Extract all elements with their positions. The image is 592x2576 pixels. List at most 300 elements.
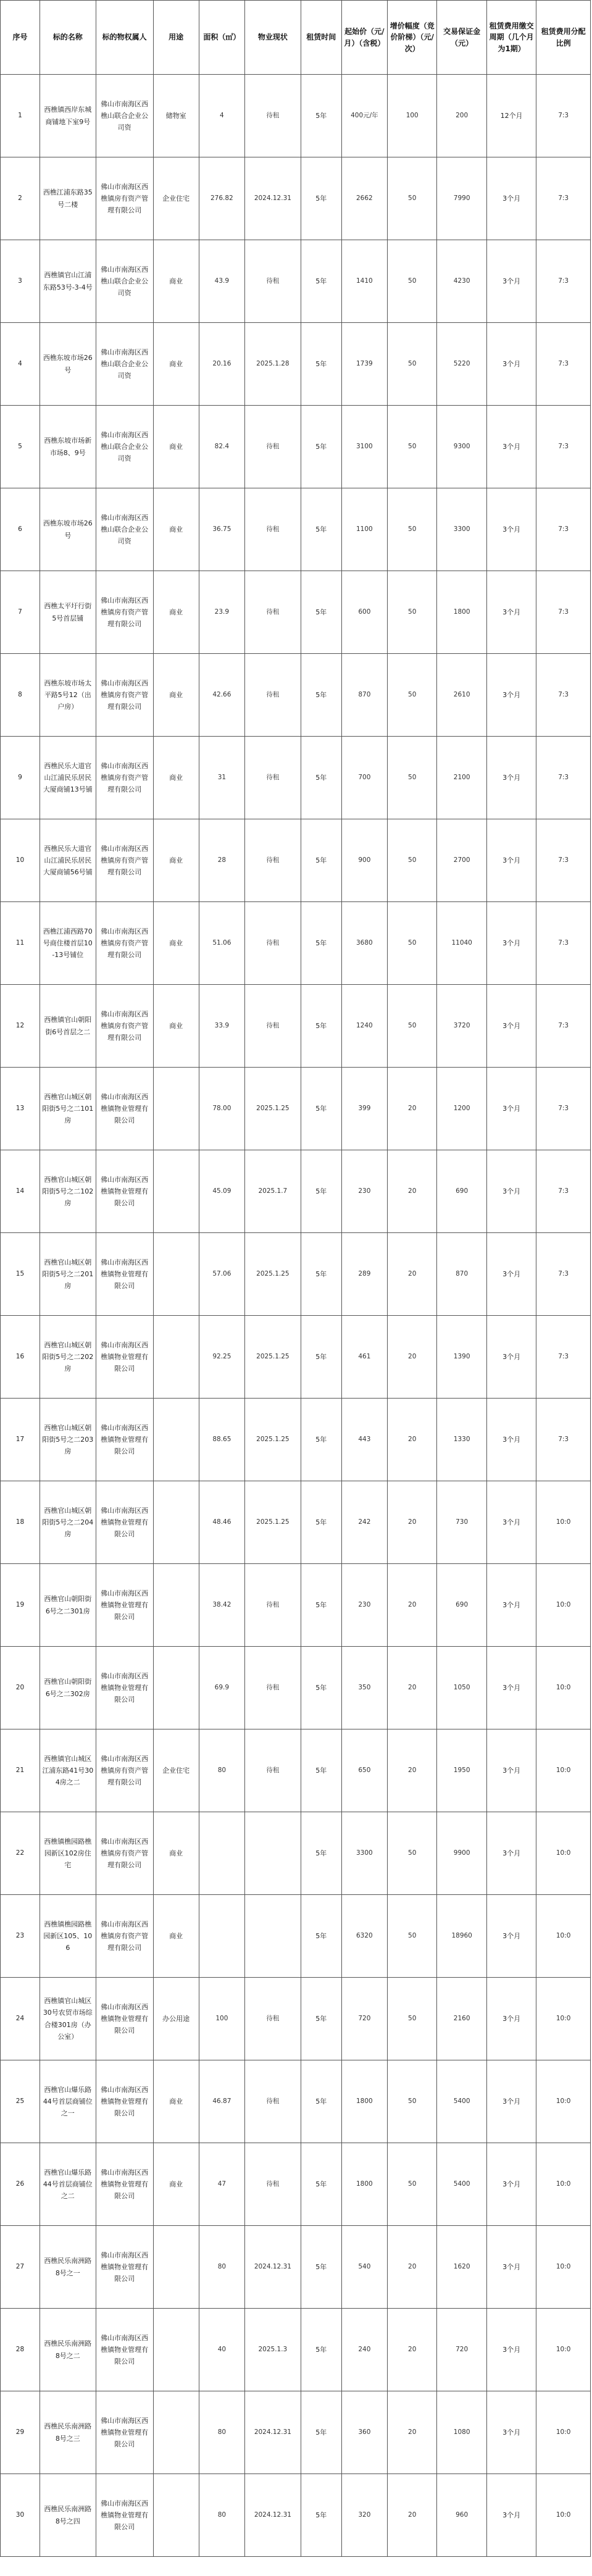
row-term: 5年 bbox=[301, 2474, 341, 2557]
table-row bbox=[1, 323, 591, 406]
row-usage: 企业住宅 bbox=[153, 1729, 199, 1812]
row-payment-cycle: 3个月 bbox=[486, 1647, 536, 1729]
table-row bbox=[1, 488, 591, 571]
row-area: 92.25 bbox=[199, 1316, 244, 1399]
row-start-price: 400元/年 bbox=[341, 75, 387, 157]
row-owner: 佛山市南海区西樵镇房有资产管理有限公司 bbox=[96, 1729, 153, 1812]
row-usage: 办公用途 bbox=[153, 1978, 199, 2060]
row-usage bbox=[153, 1233, 199, 1316]
row-usage: 商业 bbox=[153, 819, 199, 902]
row-increment: 50 bbox=[388, 488, 437, 571]
row-start-price: 242 bbox=[341, 1481, 387, 1564]
row-payment-cycle: 3个月 bbox=[486, 902, 536, 985]
row-deposit: 4230 bbox=[437, 240, 486, 323]
row-increment: 20 bbox=[388, 1068, 437, 1150]
row-increment: 20 bbox=[388, 2309, 437, 2391]
row-area: 31 bbox=[199, 737, 244, 819]
row-index: 26 bbox=[1, 2143, 40, 2226]
row-name: 西樵官山城区朝阳街5号之二201房 bbox=[40, 1233, 96, 1316]
table-row bbox=[1, 1729, 591, 1812]
table-row bbox=[1, 1233, 591, 1316]
row-term: 5年 bbox=[301, 2060, 341, 2143]
row-term: 5年 bbox=[301, 1233, 341, 1316]
header-index: 序号 bbox=[1, 1, 40, 75]
row-owner: 佛山市南海区西樵镇房有资产管理有限公司 bbox=[96, 1812, 153, 1895]
row-name: 西樵东坡市场太平路5号12（出户房） bbox=[40, 654, 96, 737]
row-usage: 商业 bbox=[153, 737, 199, 819]
row-start-price: 2662 bbox=[341, 157, 387, 240]
row-split-ratio: 10:0 bbox=[536, 1564, 591, 1647]
row-name: 西樵镇官山城区江浦东路41号304房之二 bbox=[40, 1729, 96, 1812]
header-term: 租赁时间 bbox=[301, 1, 341, 75]
row-usage bbox=[153, 1316, 199, 1399]
row-index: 23 bbox=[1, 1895, 40, 1978]
row-area: 47 bbox=[199, 2143, 244, 2226]
row-increment: 50 bbox=[388, 571, 437, 654]
row-area: 43.9 bbox=[199, 240, 244, 323]
row-usage bbox=[153, 2309, 199, 2391]
row-area: 80 bbox=[199, 2474, 244, 2557]
row-name: 西樵东坡市场26号 bbox=[40, 488, 96, 571]
row-split-ratio: 7:3 bbox=[536, 406, 591, 488]
row-deposit: 1330 bbox=[437, 1399, 486, 1481]
row-split-ratio: 7:3 bbox=[536, 323, 591, 406]
row-start-price: 230 bbox=[341, 1150, 387, 1233]
row-index: 24 bbox=[1, 1978, 40, 2060]
row-start-price: 399 bbox=[341, 1068, 387, 1150]
row-status: 2025.1.3 bbox=[245, 2309, 301, 2391]
row-area: 40 bbox=[199, 2309, 244, 2391]
row-deposit: 9300 bbox=[437, 406, 486, 488]
row-term: 5年 bbox=[301, 323, 341, 406]
row-status: 待租 bbox=[245, 819, 301, 902]
row-payment-cycle: 3个月 bbox=[486, 240, 536, 323]
row-split-ratio: 7:3 bbox=[536, 654, 591, 737]
row-term: 5年 bbox=[301, 2309, 341, 2391]
row-start-price: 900 bbox=[341, 819, 387, 902]
row-name: 西樵官山城区朝阳街5号之二204房 bbox=[40, 1481, 96, 1564]
row-owner: 佛山市南海区西樵镇房有资产管理有限公司 bbox=[96, 654, 153, 737]
row-index: 28 bbox=[1, 2309, 40, 2391]
row-payment-cycle: 3个月 bbox=[486, 1068, 536, 1150]
row-start-price: 360 bbox=[341, 2391, 387, 2474]
row-index: 19 bbox=[1, 1564, 40, 1647]
header-owner: 标的物权属人 bbox=[96, 1, 153, 75]
row-area: 57.06 bbox=[199, 1233, 244, 1316]
row-payment-cycle: 3个月 bbox=[486, 2309, 536, 2391]
row-status: 2025.1.25 bbox=[245, 1399, 301, 1481]
header-usage: 用途 bbox=[153, 1, 199, 75]
row-name: 西樵民乐南洲路8号之二 bbox=[40, 2309, 96, 2391]
header-start-price: 起始价（元/月）（含税） bbox=[341, 1, 387, 75]
header-split-ratio: 租赁费用分配比例 bbox=[536, 1, 591, 75]
row-split-ratio: 10:0 bbox=[536, 1812, 591, 1895]
row-increment: 50 bbox=[388, 1895, 437, 1978]
row-deposit: 1950 bbox=[437, 1729, 486, 1812]
row-owner: 佛山市南海区西樵镇物业管理有限公司 bbox=[96, 2474, 153, 2557]
row-increment: 50 bbox=[388, 819, 437, 902]
row-deposit: 3720 bbox=[437, 985, 486, 1068]
table-row bbox=[1, 240, 591, 323]
row-index: 16 bbox=[1, 1316, 40, 1399]
row-owner: 佛山市南海区西樵镇物业管理有限公司 bbox=[96, 2309, 153, 2391]
table-row bbox=[1, 1647, 591, 1729]
row-deposit: 1080 bbox=[437, 2391, 486, 2474]
row-start-price: 3100 bbox=[341, 406, 387, 488]
row-deposit: 2160 bbox=[437, 1978, 486, 2060]
row-start-price: 230 bbox=[341, 1564, 387, 1647]
row-deposit: 200 bbox=[437, 75, 486, 157]
table-row bbox=[1, 819, 591, 902]
row-name: 西樵镇西岸东城商铺地下室9号 bbox=[40, 75, 96, 157]
row-term: 5年 bbox=[301, 1068, 341, 1150]
row-owner: 佛山市南海区西樵镇物业管理有限公司 bbox=[96, 1564, 153, 1647]
table-row bbox=[1, 2226, 591, 2309]
row-split-ratio: 7:3 bbox=[536, 157, 591, 240]
row-term: 5年 bbox=[301, 571, 341, 654]
row-index: 5 bbox=[1, 406, 40, 488]
row-term: 5年 bbox=[301, 1812, 341, 1895]
row-increment: 20 bbox=[388, 1316, 437, 1399]
row-area: 80 bbox=[199, 2391, 244, 2474]
row-term: 5年 bbox=[301, 1399, 341, 1481]
row-increment: 20 bbox=[388, 1481, 437, 1564]
row-payment-cycle: 3个月 bbox=[486, 2474, 536, 2557]
row-payment-cycle: 3个月 bbox=[486, 2391, 536, 2474]
row-status: 待租 bbox=[245, 1564, 301, 1647]
row-area: 69.9 bbox=[199, 1647, 244, 1729]
row-usage bbox=[153, 1399, 199, 1481]
row-name: 西樵官山城区朝阳街5号之二102房 bbox=[40, 1150, 96, 1233]
row-owner: 佛山市南海区西樵镇物业管理有限公司 bbox=[96, 2391, 153, 2474]
row-payment-cycle: 3个月 bbox=[486, 1978, 536, 2060]
row-payment-cycle: 3个月 bbox=[486, 1729, 536, 1812]
row-status: 2024.12.31 bbox=[245, 157, 301, 240]
row-term: 5年 bbox=[301, 2391, 341, 2474]
row-index: 11 bbox=[1, 902, 40, 985]
row-deposit: 1200 bbox=[437, 1068, 486, 1150]
row-increment: 50 bbox=[388, 1812, 437, 1895]
row-increment: 100 bbox=[388, 75, 437, 157]
row-status: 待租 bbox=[245, 240, 301, 323]
row-term: 5年 bbox=[301, 1316, 341, 1399]
row-term: 5年 bbox=[301, 1895, 341, 1978]
row-usage bbox=[153, 2474, 199, 2557]
row-split-ratio: 7:3 bbox=[536, 1399, 591, 1481]
row-area: 78.00 bbox=[199, 1068, 244, 1150]
row-name: 西樵江浦西路70号商住楼首层10-13号铺位 bbox=[40, 902, 96, 985]
table-row bbox=[1, 75, 591, 157]
table-row bbox=[1, 1481, 591, 1564]
table-body bbox=[1, 75, 591, 2557]
row-owner: 佛山市南海区西樵山联合企业公司资 bbox=[96, 406, 153, 488]
row-term: 5年 bbox=[301, 240, 341, 323]
row-split-ratio: 7:3 bbox=[536, 902, 591, 985]
row-increment: 50 bbox=[388, 985, 437, 1068]
row-status: 待租 bbox=[245, 75, 301, 157]
row-name: 西樵民乐大道官山江浦民乐居民大厦商铺13号铺 bbox=[40, 737, 96, 819]
row-owner: 佛山市南海区西樵镇房有资产管理有限公司 bbox=[96, 819, 153, 902]
row-name: 西樵官山朝阳街6号之二301房 bbox=[40, 1564, 96, 1647]
row-start-price: 461 bbox=[341, 1316, 387, 1399]
row-owner: 佛山市南海区西樵镇房有资产管理有限公司 bbox=[96, 737, 153, 819]
row-area: 42.66 bbox=[199, 654, 244, 737]
table-row bbox=[1, 985, 591, 1068]
row-term: 5年 bbox=[301, 2226, 341, 2309]
row-start-price: 320 bbox=[341, 2474, 387, 2557]
table-row bbox=[1, 1895, 591, 1978]
row-owner: 佛山市南海区西樵镇物业管理有限公司 bbox=[96, 2060, 153, 2143]
row-status: 待租 bbox=[245, 1729, 301, 1812]
row-name: 西樵民乐大道官山江浦民乐居民大厦商铺56号铺 bbox=[40, 819, 96, 902]
row-owner: 佛山市南海区西樵镇物业管理有限公司 bbox=[96, 2143, 153, 2226]
row-status: 2025.1.28 bbox=[245, 323, 301, 406]
row-increment: 50 bbox=[388, 902, 437, 985]
row-name: 西樵镇樵园路樵园新区102房住宅 bbox=[40, 1812, 96, 1895]
row-owner: 佛山市南海区西樵镇房有资产管理有限公司 bbox=[96, 157, 153, 240]
row-split-ratio: 10:0 bbox=[536, 1481, 591, 1564]
row-index: 4 bbox=[1, 323, 40, 406]
row-owner: 佛山市南海区西樵镇房有资产管理有限公司 bbox=[96, 985, 153, 1068]
row-payment-cycle: 3个月 bbox=[486, 2226, 536, 2309]
row-start-price: 600 bbox=[341, 571, 387, 654]
row-index: 8 bbox=[1, 654, 40, 737]
row-term: 5年 bbox=[301, 1481, 341, 1564]
row-name: 西樵太平圩行街5号首层铺 bbox=[40, 571, 96, 654]
row-start-price: 1800 bbox=[341, 2060, 387, 2143]
row-increment: 50 bbox=[388, 2143, 437, 2226]
row-name: 西樵官山爆乐路44号首层商铺位之二 bbox=[40, 2143, 96, 2226]
row-index: 22 bbox=[1, 1812, 40, 1895]
row-usage bbox=[153, 1564, 199, 1647]
row-owner: 佛山市南海区西樵镇物业管理有限公司 bbox=[96, 2226, 153, 2309]
row-payment-cycle: 3个月 bbox=[486, 323, 536, 406]
row-index: 3 bbox=[1, 240, 40, 323]
table-row bbox=[1, 737, 591, 819]
row-increment: 50 bbox=[388, 406, 437, 488]
row-name: 西樵民乐南洲路8号之三 bbox=[40, 2391, 96, 2474]
row-start-price: 1410 bbox=[341, 240, 387, 323]
row-split-ratio: 7:3 bbox=[536, 819, 591, 902]
row-area: 33.9 bbox=[199, 985, 244, 1068]
row-start-price: 650 bbox=[341, 1729, 387, 1812]
row-area bbox=[199, 1812, 244, 1895]
row-area: 48.46 bbox=[199, 1481, 244, 1564]
row-split-ratio: 10:0 bbox=[536, 1978, 591, 2060]
row-deposit: 2610 bbox=[437, 654, 486, 737]
row-increment: 20 bbox=[388, 2226, 437, 2309]
row-start-price: 1800 bbox=[341, 2143, 387, 2226]
row-name: 西樵官山城区朝阳街5号之二202房 bbox=[40, 1316, 96, 1399]
row-payment-cycle: 3个月 bbox=[486, 819, 536, 902]
row-usage: 商业 bbox=[153, 2060, 199, 2143]
table-row bbox=[1, 1564, 591, 1647]
row-payment-cycle: 3个月 bbox=[486, 985, 536, 1068]
row-index: 9 bbox=[1, 737, 40, 819]
row-payment-cycle: 3个月 bbox=[486, 1812, 536, 1895]
row-name: 西樵镇官山城区30号农贸市场综合楼301房（办公室） bbox=[40, 1978, 96, 2060]
row-owner: 佛山市南海区西樵山联合企业公司资 bbox=[96, 488, 153, 571]
row-status bbox=[245, 1895, 301, 1978]
row-deposit: 5220 bbox=[437, 323, 486, 406]
row-payment-cycle: 12个月 bbox=[486, 75, 536, 157]
row-index: 21 bbox=[1, 1729, 40, 1812]
row-index: 12 bbox=[1, 985, 40, 1068]
table-row bbox=[1, 1316, 591, 1399]
row-increment: 50 bbox=[388, 1978, 437, 2060]
row-owner: 佛山市南海区西樵镇房有资产管理有限公司 bbox=[96, 571, 153, 654]
row-area: 4 bbox=[199, 75, 244, 157]
row-increment: 20 bbox=[388, 1564, 437, 1647]
row-usage: 商业 bbox=[153, 488, 199, 571]
row-owner: 佛山市南海区西樵镇物业管理有限公司 bbox=[96, 1316, 153, 1399]
row-status: 待租 bbox=[245, 1647, 301, 1729]
row-owner: 佛山市南海区西樵镇物业管理有限公司 bbox=[96, 1150, 153, 1233]
row-split-ratio: 7:3 bbox=[536, 75, 591, 157]
row-area: 38.42 bbox=[199, 1564, 244, 1647]
row-term: 5年 bbox=[301, 75, 341, 157]
table-row bbox=[1, 2060, 591, 2143]
row-status: 待租 bbox=[245, 902, 301, 985]
row-payment-cycle: 3个月 bbox=[486, 406, 536, 488]
row-start-price: 3300 bbox=[341, 1812, 387, 1895]
row-owner: 佛山市南海区西樵山联合企业公司资 bbox=[96, 240, 153, 323]
row-usage: 商业 bbox=[153, 654, 199, 737]
row-payment-cycle: 3个月 bbox=[486, 654, 536, 737]
row-area: 80 bbox=[199, 2226, 244, 2309]
row-payment-cycle: 3个月 bbox=[486, 157, 536, 240]
row-term: 5年 bbox=[301, 1564, 341, 1647]
row-deposit: 1800 bbox=[437, 571, 486, 654]
row-usage bbox=[153, 1647, 199, 1729]
row-deposit: 1390 bbox=[437, 1316, 486, 1399]
row-usage bbox=[153, 1481, 199, 1564]
row-start-price: 6320 bbox=[341, 1895, 387, 1978]
row-index: 25 bbox=[1, 2060, 40, 2143]
row-payment-cycle: 3个月 bbox=[486, 2060, 536, 2143]
row-term: 5年 bbox=[301, 819, 341, 902]
row-payment-cycle: 3个月 bbox=[486, 1233, 536, 1316]
row-owner: 佛山市南海区西樵镇物业管理有限公司 bbox=[96, 1233, 153, 1316]
row-status: 待租 bbox=[245, 654, 301, 737]
row-usage: 商业 bbox=[153, 902, 199, 985]
row-split-ratio: 7:3 bbox=[536, 985, 591, 1068]
row-area: 20.16 bbox=[199, 323, 244, 406]
row-deposit: 730 bbox=[437, 1481, 486, 1564]
row-term: 5年 bbox=[301, 902, 341, 985]
row-index: 2 bbox=[1, 157, 40, 240]
row-increment: 50 bbox=[388, 2060, 437, 2143]
row-usage bbox=[153, 1068, 199, 1150]
row-increment: 20 bbox=[388, 1150, 437, 1233]
row-split-ratio: 7:3 bbox=[536, 1068, 591, 1150]
row-status: 2025.1.25 bbox=[245, 1233, 301, 1316]
row-usage: 商业 bbox=[153, 2143, 199, 2226]
row-owner: 佛山市南海区西樵镇房有资产管理有限公司 bbox=[96, 902, 153, 985]
row-area: 46.87 bbox=[199, 2060, 244, 2143]
row-split-ratio: 10:0 bbox=[536, 2060, 591, 2143]
row-split-ratio: 10:0 bbox=[536, 2474, 591, 2557]
table-row bbox=[1, 1812, 591, 1895]
row-index: 10 bbox=[1, 819, 40, 902]
row-index: 20 bbox=[1, 1647, 40, 1729]
table-row bbox=[1, 2474, 591, 2557]
row-split-ratio: 7:3 bbox=[536, 1316, 591, 1399]
row-area: 23.9 bbox=[199, 571, 244, 654]
row-area bbox=[199, 1895, 244, 1978]
row-index: 14 bbox=[1, 1150, 40, 1233]
row-increment: 50 bbox=[388, 737, 437, 819]
row-owner: 佛山市南海区西樵山联合企业公司资 bbox=[96, 323, 153, 406]
row-index: 18 bbox=[1, 1481, 40, 1564]
row-increment: 20 bbox=[388, 1233, 437, 1316]
table-row bbox=[1, 571, 591, 654]
row-deposit: 11040 bbox=[437, 902, 486, 985]
row-term: 5年 bbox=[301, 1150, 341, 1233]
table-row bbox=[1, 2391, 591, 2474]
row-name: 西樵镇官山江浦东路53号-3-4号 bbox=[40, 240, 96, 323]
row-usage bbox=[153, 1150, 199, 1233]
row-status: 待租 bbox=[245, 571, 301, 654]
row-usage bbox=[153, 2391, 199, 2474]
table-row bbox=[1, 157, 591, 240]
row-deposit: 9900 bbox=[437, 1812, 486, 1895]
row-index: 15 bbox=[1, 1233, 40, 1316]
row-start-price: 3680 bbox=[341, 902, 387, 985]
row-status: 2025.1.25 bbox=[245, 1316, 301, 1399]
row-status: 待租 bbox=[245, 2060, 301, 2143]
row-start-price: 443 bbox=[341, 1399, 387, 1481]
row-deposit: 2700 bbox=[437, 819, 486, 902]
row-split-ratio: 10:0 bbox=[536, 2226, 591, 2309]
row-deposit: 720 bbox=[437, 2309, 486, 2391]
row-name: 西樵江浦东路35号二楼 bbox=[40, 157, 96, 240]
row-split-ratio: 10:0 bbox=[536, 2143, 591, 2226]
row-owner: 佛山市南海区西樵镇物业管理有限公司 bbox=[96, 1399, 153, 1481]
row-owner: 佛山市南海区西樵镇物业管理有限公司 bbox=[96, 1978, 153, 2060]
row-term: 5年 bbox=[301, 1647, 341, 1729]
row-increment: 50 bbox=[388, 654, 437, 737]
row-deposit: 690 bbox=[437, 1150, 486, 1233]
row-split-ratio: 7:3 bbox=[536, 1233, 591, 1316]
table-row bbox=[1, 902, 591, 985]
row-start-price: 1100 bbox=[341, 488, 387, 571]
table-row bbox=[1, 1150, 591, 1233]
row-status: 待租 bbox=[245, 985, 301, 1068]
table-row bbox=[1, 2309, 591, 2391]
row-deposit: 7990 bbox=[437, 157, 486, 240]
row-term: 5年 bbox=[301, 157, 341, 240]
header-status: 物业现状 bbox=[245, 1, 301, 75]
row-owner: 佛山市南海区西樵山联合企业公司资 bbox=[96, 75, 153, 157]
row-area: 51.06 bbox=[199, 902, 244, 985]
row-name: 西樵镇樵园路樵园新区105、106 bbox=[40, 1895, 96, 1978]
row-start-price: 700 bbox=[341, 737, 387, 819]
row-payment-cycle: 3个月 bbox=[486, 2143, 536, 2226]
row-index: 13 bbox=[1, 1068, 40, 1150]
row-start-price: 540 bbox=[341, 2226, 387, 2309]
row-area: 88.65 bbox=[199, 1399, 244, 1481]
row-term: 5年 bbox=[301, 1729, 341, 1812]
row-area: 100 bbox=[199, 1978, 244, 2060]
row-term: 5年 bbox=[301, 488, 341, 571]
row-increment: 50 bbox=[388, 323, 437, 406]
row-split-ratio: 7:3 bbox=[536, 737, 591, 819]
row-increment: 50 bbox=[388, 157, 437, 240]
row-payment-cycle: 3个月 bbox=[486, 1895, 536, 1978]
header-deposit: 交易保证金（元） bbox=[437, 1, 486, 75]
row-payment-cycle: 3个月 bbox=[486, 1316, 536, 1399]
